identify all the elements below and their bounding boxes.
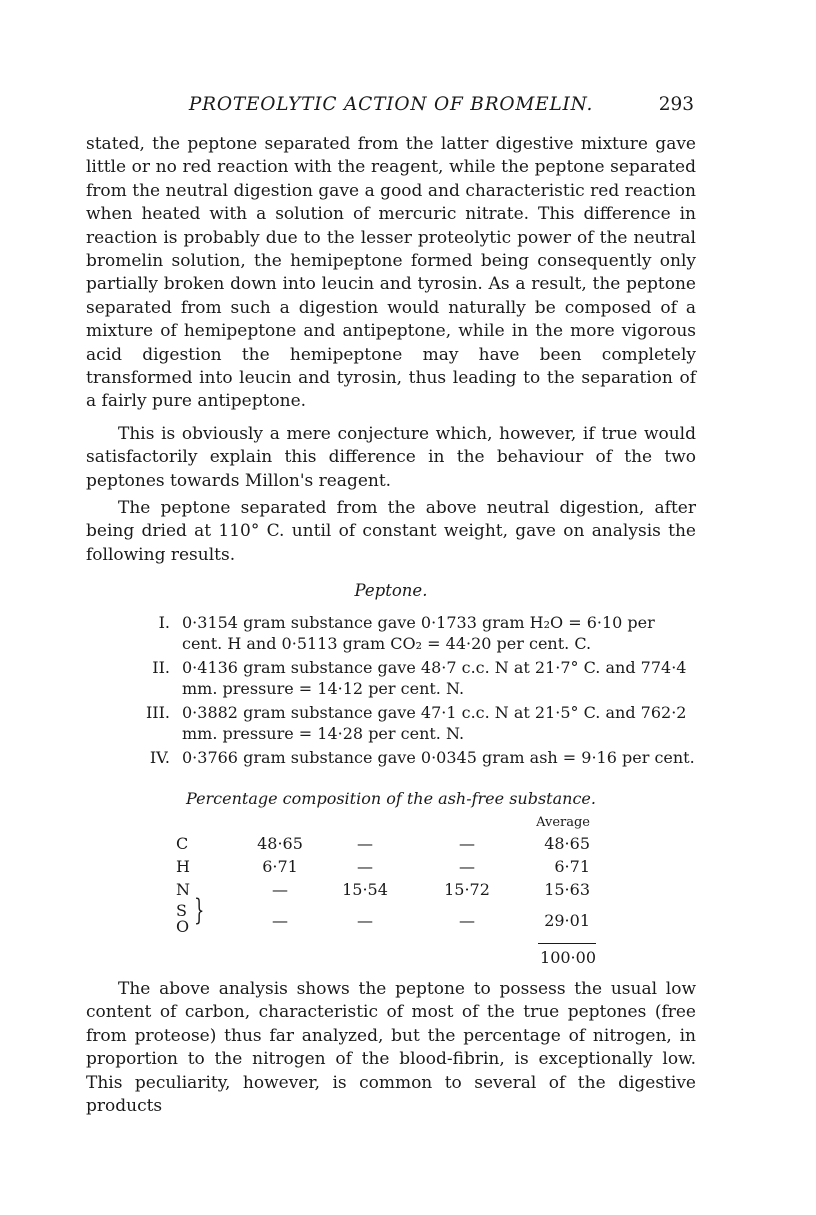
- table-cell: —: [272, 880, 288, 899]
- brace: }: [194, 893, 205, 928]
- paragraph-2: This is obviously a mere conjecture which, however, if true would satisfactorily explain this difference in the behaviour of the two peptones towards Millon's reagent.: [86, 424, 696, 491]
- analysis-text: 0·4136 gram substance gave 48·7 c.c. N at 21·7° C. and 774·4 mm. pressure = 14·12 per cent. N.: [182, 658, 687, 698]
- paragraph-1: stated, the peptone separated from the latter digestive mixture gave little or no red reaction with the reagent, while the peptone separated from the neutral digestion gave a good and characteristic red reaction when heated with a solution of mercuric nitrate. This difference in reaction is probably due to the lesser proteolytic power of the neutral bromelin solution, the hemipeptone formed being consequently only partially broken down into leucin and tyrosin. As a result, the peptone separated from such a digestion would naturally be composed of a mixture of hemipeptone and antipeptone, while in the more vigorous acid digestion the hemipeptone may have been completely transformed into leucin and tyrosin, thus leading to the separation of a fairly pure antipeptone.: [86, 134, 696, 412]
- total-row: [170, 941, 610, 971]
- table-cell: —: [459, 857, 475, 876]
- average-label: Average: [536, 815, 590, 830]
- analysis-text: 0·3882 gram substance gave 47·1 c.c. N at 21·5° C. and 762·2 mm. pressure = 14·28 per cent. N.: [182, 703, 687, 743]
- table-cell: —: [272, 911, 288, 930]
- average-cell: 48·65: [544, 834, 590, 853]
- average-cell: 15·63: [544, 880, 590, 899]
- table-cell: —: [357, 834, 373, 853]
- analysis-numeral: III.: [145, 703, 170, 722]
- table-cell: 6·71: [262, 857, 298, 876]
- element-label: O: [176, 917, 190, 936]
- table-cell: 48·65: [257, 834, 303, 853]
- table-row: [170, 834, 610, 857]
- running-title: PROTEOLYTIC ACTION OF BROMELIN.: [188, 94, 594, 115]
- element-label: H: [176, 857, 190, 876]
- analysis-numeral: II.: [152, 658, 170, 677]
- composition-header-row: [170, 815, 610, 834]
- paragraph-3: The peptone separated from the above neutral digestion, after being dried at 110° C. until of constant weight, gave on analysis the following results.: [86, 498, 696, 565]
- table-cell: 15·54: [342, 880, 388, 899]
- composition-table: [170, 815, 610, 971]
- page-header: [86, 94, 696, 122]
- analysis-item: [110, 612, 696, 654]
- table-row: [170, 857, 610, 880]
- table-cell: 15·72: [444, 880, 490, 899]
- table-row: [170, 880, 610, 903]
- composition-heading: Percentage composition of the ash-free substance.: [186, 789, 596, 808]
- analysis-item: [110, 702, 696, 744]
- average-cell: 29·01: [544, 911, 590, 930]
- analysis-text: 0·3766 gram substance gave 0·0345 gram ash = 9·16 per cent.: [182, 748, 695, 767]
- table-cell: —: [357, 857, 373, 876]
- analysis-numeral: I.: [158, 613, 170, 632]
- analysis-item: [110, 657, 696, 699]
- element-label: N: [176, 880, 190, 899]
- element-label: S: [176, 901, 187, 920]
- analysis-list: [110, 612, 696, 771]
- page-number: 293: [658, 94, 694, 115]
- table-cell: —: [459, 834, 475, 853]
- total-value: 100·00: [540, 948, 596, 967]
- average-cell: 6·71: [554, 857, 590, 876]
- analysis-text: 0·3154 gram substance gave 0·1733 gram H₂O = 6·10 per cent. H and 0·5113 gram CO₂ = 44·20 per cent. C.: [182, 613, 655, 653]
- total-rule: [538, 943, 596, 944]
- table-cell: —: [357, 911, 373, 930]
- element-label-group: [176, 893, 205, 936]
- element-label: C: [176, 834, 189, 853]
- table-cell: —: [459, 911, 475, 930]
- paragraph-4: The above analysis shows the peptone to possess the usual low content of carbon, characteristic of most of the true peptones (free from proteose) thus far analyzed, but the percentage of nitrogen, in proportion to the nitrogen of the blood-fibrin, is exceptionally low. This peculiarity, however, is common to several of the digestive products: [86, 979, 696, 1117]
- analysis-item: [110, 747, 696, 768]
- table-row: [170, 893, 610, 941]
- peptone-heading: Peptone.: [354, 581, 428, 600]
- analysis-numeral: IV.: [149, 748, 170, 767]
